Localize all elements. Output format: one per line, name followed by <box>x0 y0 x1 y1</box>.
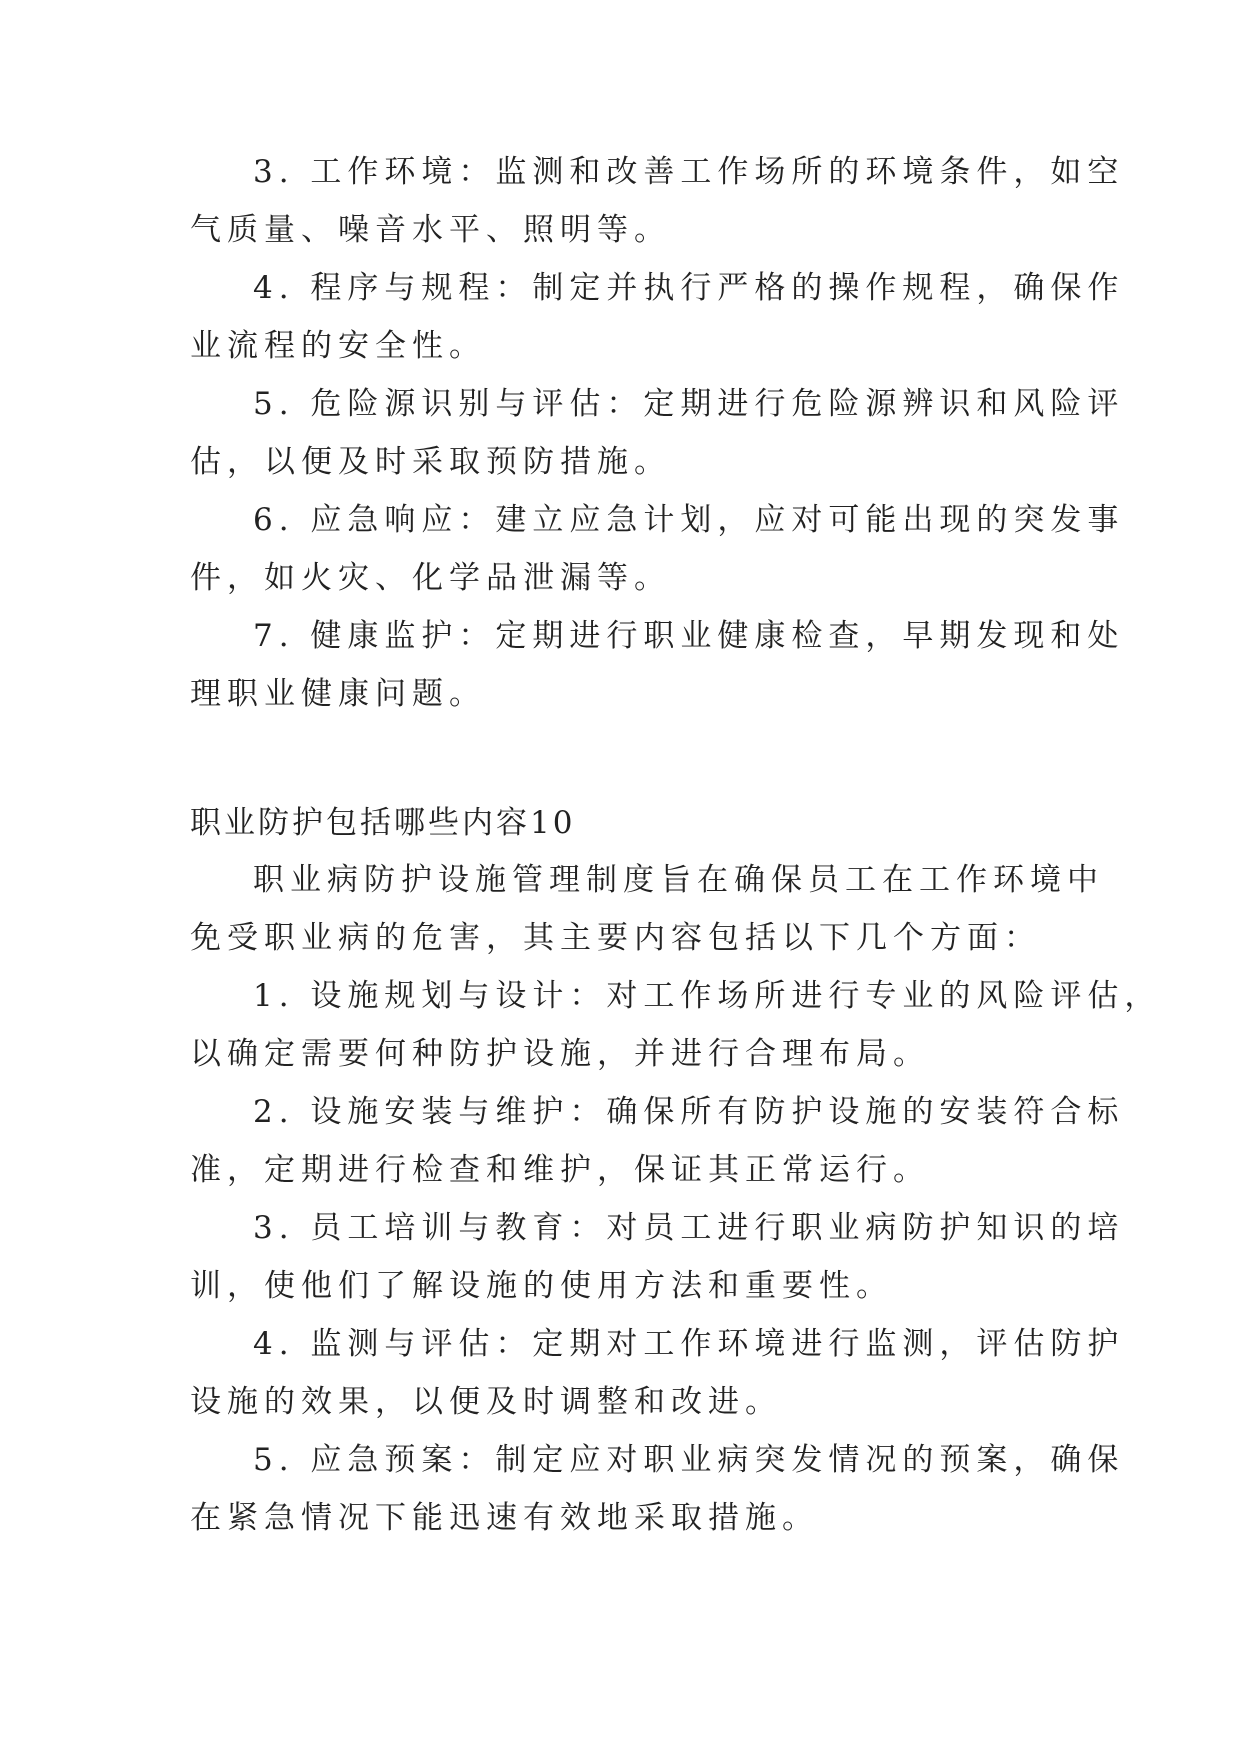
paragraph-line: 以确定需要何种防护设施，并进行合理布局。 <box>190 1036 930 1072</box>
paragraph-line: 气质量、噪音水平、照明等。 <box>190 212 671 248</box>
paragraph-line: 估，以便及时采取预防措施。 <box>190 444 671 480</box>
paragraph-line: 3. 工作环境：监测和改善工作场所的环境条件，如空 <box>253 154 1125 190</box>
paragraph-line: 5. 应急预案：制定应对职业病突发情况的预案，确保 <box>253 1442 1125 1478</box>
paragraph-line: 5. 危险源识别与评估：定期进行危险源辨识和风险评 <box>253 386 1125 422</box>
paragraph-line: 在紧急情况下能迅速有效地采取措施。 <box>190 1500 819 1536</box>
paragraph-line: 4. 监测与评估：定期对工作环境进行监测，评估防护 <box>253 1326 1125 1362</box>
paragraph-line: 理职业健康问题。 <box>190 676 486 712</box>
paragraph-line: 1. 设施规划与设计：对工作场所进行专业的风险评估， <box>253 978 1162 1014</box>
section-heading: 职业防护包括哪些内容10 <box>190 805 576 841</box>
paragraph-line: 3. 员工培训与教育：对员工进行职业病防护知识的培 <box>253 1210 1125 1246</box>
paragraph-line: 6. 应急响应：建立应急计划，应对可能出现的突发事 <box>253 502 1125 538</box>
paragraph-line: 业流程的安全性。 <box>190 328 486 364</box>
paragraph-line: 7. 健康监护：定期进行职业健康检查，早期发现和处 <box>253 618 1125 654</box>
paragraph-line: 设施的效果，以便及时调整和改进。 <box>190 1384 782 1420</box>
paragraph-line: 职业病防护设施管理制度旨在确保员工在工作环境中 <box>253 862 1104 898</box>
paragraph-line: 准，定期进行检查和维护，保证其正常运行。 <box>190 1152 930 1188</box>
paragraph-line: 2. 设施安装与维护：确保所有防护设施的安装符合标 <box>253 1094 1125 1130</box>
paragraph-line: 件，如火灾、化学品泄漏等。 <box>190 560 671 596</box>
paragraph-line: 训，使他们了解设施的使用方法和重要性。 <box>190 1268 893 1304</box>
paragraph-line: 免受职业病的危害，其主要内容包括以下几个方面： <box>190 920 1041 956</box>
paragraph-line: 4. 程序与规程：制定并执行严格的操作规程，确保作 <box>253 270 1125 306</box>
